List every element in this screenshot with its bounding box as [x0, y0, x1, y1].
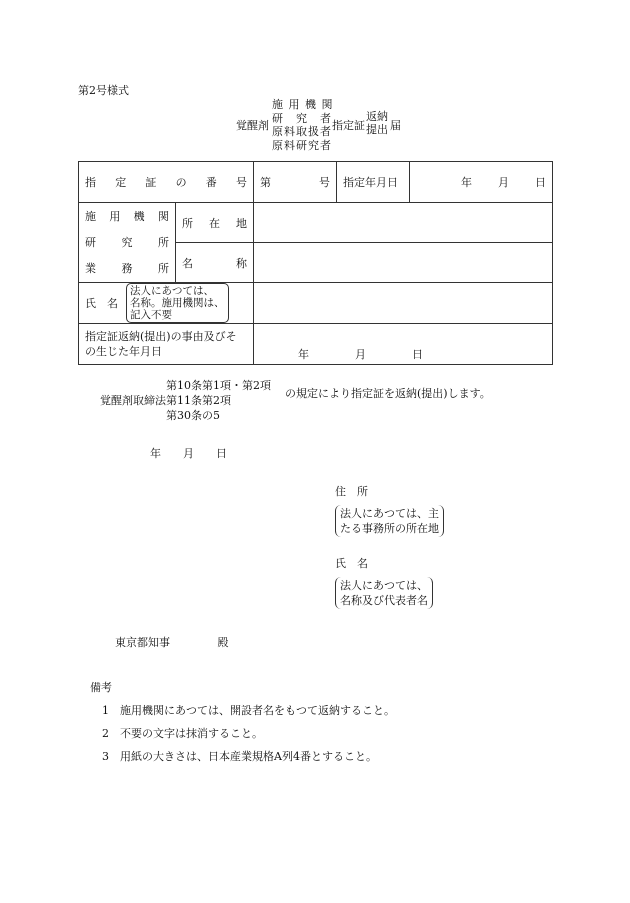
- location-label: 所 在 地: [176, 203, 254, 243]
- title-option: 研 究 者: [272, 111, 332, 125]
- statement: [100, 378, 491, 423]
- note-item: 2 不要の文字は抹消すること。: [102, 727, 263, 740]
- notes: [90, 676, 395, 768]
- person-name-label: 氏 名 法人にあつては、 名称。施用機関は、 記入不要: [79, 283, 254, 324]
- person-name-note: 法人にあつては、 名称。施用機関は、 記入不要: [126, 283, 229, 323]
- number-suffix: 号: [319, 176, 331, 189]
- day-unit: 日: [535, 176, 547, 189]
- name-note: 法人にあつては、 名称及び代表者名: [335, 577, 433, 609]
- reason-label: 指定証返納(提出)の事由及びその生じた年月日: [79, 324, 254, 365]
- month-unit: 月: [355, 348, 367, 361]
- designation-number-field[interactable]: [254, 162, 337, 203]
- title-category-options: [272, 98, 334, 152]
- person-name-field[interactable]: [254, 283, 553, 324]
- designation-number-label: 指 定 証 の 番 号: [79, 162, 254, 203]
- notes-heading: 備考: [90, 681, 112, 694]
- title-middle: 指定証: [332, 119, 365, 132]
- reason-field[interactable]: [254, 324, 553, 365]
- recipient-name: 東京都知事: [115, 636, 170, 649]
- name-label: 氏 名: [335, 557, 368, 570]
- article-options: 第10条第1項・第2項 第11条第2項 第30条の5: [166, 379, 271, 422]
- title-action-options: [366, 110, 388, 136]
- recipient-honorific: 殿: [217, 636, 229, 649]
- statement-text: の規定により指定証を返納(提出)します。: [285, 386, 491, 400]
- note-item: 1 施用機関にあつては、開設者名をもつて返納すること。: [102, 704, 395, 717]
- form-id: 第2号様式: [78, 84, 129, 97]
- title-option: 原料研究者: [272, 138, 332, 152]
- table-row: [79, 283, 553, 324]
- note-item: 3 用紙の大きさは、日本産業規格A列4番とすること。: [102, 750, 377, 763]
- year-unit: 年: [461, 176, 473, 189]
- title-action-option: 返納: [366, 110, 388, 123]
- facility-name-field[interactable]: [254, 243, 553, 283]
- address-label: 住 所: [335, 485, 368, 498]
- law-name: 覚醒剤取締法: [100, 394, 166, 407]
- table-row: [79, 324, 553, 365]
- designation-date-label: 指定年月日: [337, 162, 410, 203]
- day-unit: 日: [412, 348, 424, 361]
- title-prefix: 覚醒剤: [236, 119, 269, 132]
- designation-date-field[interactable]: [410, 162, 553, 203]
- title-option: 施 用 機 関: [272, 98, 334, 111]
- location-field[interactable]: [254, 203, 553, 243]
- title-option: 原料取扱者: [272, 125, 332, 138]
- applicant-block: [335, 483, 444, 609]
- submission-date[interactable]: 年 月 日: [150, 447, 227, 460]
- month-unit: 月: [498, 176, 510, 189]
- table-row: [79, 203, 553, 243]
- designation-form-table: [78, 161, 553, 365]
- title-action-option: 提出: [366, 123, 388, 136]
- year-unit: 年: [298, 348, 310, 361]
- table-row: [79, 162, 553, 203]
- title-end: 届: [390, 119, 401, 132]
- facility-name-label: 名 称: [176, 243, 254, 283]
- facility-type-label: 施 用 機 関 研 究 所 業 務 所: [79, 203, 176, 283]
- number-prefix: 第: [260, 176, 272, 189]
- recipient: [115, 634, 229, 650]
- address-note: 法人にあつては、主 たる事務所の所在地: [335, 505, 444, 537]
